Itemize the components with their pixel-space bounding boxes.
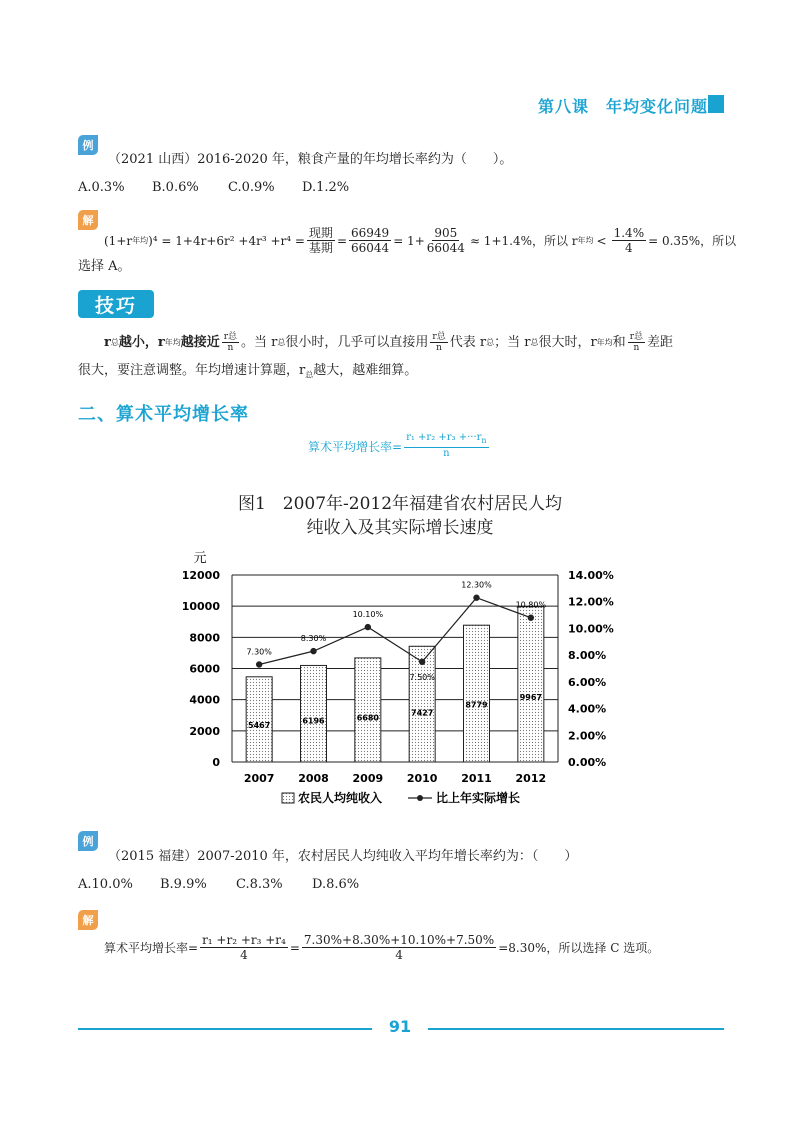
growth-value-label: 10.80% bbox=[515, 600, 547, 610]
x-tick-label: 2008 bbox=[298, 772, 329, 785]
bar bbox=[301, 665, 327, 762]
arithmetic-mean-formula bbox=[308, 432, 491, 460]
subscript: 总 bbox=[277, 337, 286, 347]
solution-formula bbox=[104, 933, 659, 962]
chart-title-line2: 纯收入及其实际增长速度 bbox=[306, 518, 494, 538]
growth-line bbox=[259, 598, 531, 665]
fraction-diff bbox=[427, 226, 465, 255]
frac-den: 4 bbox=[395, 948, 403, 962]
y2-tick-label: 4.00% bbox=[568, 702, 607, 716]
frac-den: 4 bbox=[625, 241, 633, 255]
option-a: A.0.3% bbox=[78, 180, 125, 195]
bar bbox=[355, 658, 381, 762]
option-b: B.9.9% bbox=[160, 877, 207, 892]
bar-value-label: 6196 bbox=[302, 716, 325, 726]
tips-badge: 技巧 bbox=[78, 290, 154, 318]
tip-text: r bbox=[104, 334, 111, 350]
frac-num: r₁ +r₂ +r₃ +r₄ bbox=[202, 933, 286, 947]
section-heading: 二、算术平均增长率 bbox=[78, 404, 249, 425]
frac-den: n bbox=[227, 343, 234, 353]
bar-value-label: 8779 bbox=[465, 700, 488, 710]
income-growth-chart bbox=[0, 540, 800, 820]
option-d: D.1.2% bbox=[302, 180, 350, 195]
bar-value-label: 7427 bbox=[411, 708, 434, 718]
y-tick-label: 2000 bbox=[189, 724, 220, 738]
tips-paragraph-line2 bbox=[78, 362, 417, 385]
bar-value-label: 6680 bbox=[356, 713, 379, 723]
solution-tag: 解 bbox=[78, 210, 98, 230]
y2-tick-label: 12.00% bbox=[568, 595, 614, 609]
bar bbox=[464, 625, 490, 762]
fraction-symbolic bbox=[200, 933, 288, 962]
subscript: 年均 bbox=[164, 337, 181, 347]
frac-num: 66949 bbox=[351, 226, 390, 240]
tip-text: 代表 r bbox=[449, 334, 487, 350]
subscript: 年均 bbox=[596, 337, 613, 347]
tip-text: 很大，要注意调整。年均增速计算题，r bbox=[78, 363, 306, 378]
tip-fraction bbox=[222, 332, 239, 353]
fraction-rate bbox=[612, 226, 647, 255]
tip-fraction bbox=[430, 332, 447, 353]
fraction-numeric bbox=[302, 933, 496, 962]
page-number: 91 bbox=[388, 1017, 412, 1036]
y-tick-label: 10000 bbox=[181, 600, 220, 614]
frac-den: 66044 bbox=[351, 241, 390, 255]
equals: = bbox=[336, 233, 347, 248]
option-c: C.0.9% bbox=[228, 180, 275, 195]
y-axis-unit: 元 bbox=[193, 551, 207, 566]
formula-fraction bbox=[404, 432, 489, 460]
conclusion-text: =8.30%，所以选择 C 选项。 bbox=[498, 940, 660, 955]
solution-tag: 解 bbox=[78, 910, 98, 930]
chapter-marker bbox=[708, 95, 724, 113]
growth-point bbox=[419, 659, 425, 665]
footer-rule-left bbox=[78, 1028, 372, 1030]
equals: = bbox=[289, 940, 300, 955]
tip-fraction bbox=[628, 332, 645, 353]
growth-value-label: 7.30% bbox=[246, 647, 272, 657]
growth-point bbox=[310, 648, 316, 654]
equals-one-plus: = 1+ bbox=[393, 233, 425, 248]
formula-label: 算术平均增长率= bbox=[104, 940, 199, 955]
subscript: 年均 bbox=[577, 235, 594, 245]
option-a: A.10.0% bbox=[78, 877, 133, 892]
tip-text: 越接近 bbox=[180, 334, 220, 350]
approx-text: ≈ 1+1.4%，所以 r bbox=[469, 233, 578, 248]
x-tick-label: 2007 bbox=[243, 772, 275, 785]
tip-text: 越大，越难细算。 bbox=[313, 363, 418, 378]
option-b: B.0.6% bbox=[152, 180, 199, 195]
y-tick-label: 4000 bbox=[189, 693, 220, 707]
frac-den: n bbox=[633, 343, 640, 353]
legend-bar-label: 农民人均纯收入 bbox=[298, 791, 383, 805]
tip-text: 很大时，r bbox=[538, 334, 597, 350]
frac-num: r总 bbox=[432, 332, 446, 342]
tip-text: 差距 bbox=[647, 334, 674, 350]
frac-num: 1.4% bbox=[613, 226, 645, 240]
y-tick-label: 0 bbox=[212, 756, 220, 769]
fraction-current-base bbox=[307, 226, 335, 255]
example-tag: 例 bbox=[78, 135, 98, 155]
solution-formula bbox=[104, 226, 736, 255]
frac-num-text: r₁ +r₂ +r₃ +···r bbox=[406, 432, 482, 443]
growth-value-label: 12.30% bbox=[461, 580, 492, 590]
option-d: D.8.6% bbox=[312, 877, 360, 892]
tip-text: 。当 r bbox=[241, 334, 278, 350]
y2-tick-label: 10.00% bbox=[568, 622, 614, 636]
y2-tick-label: 14.00% bbox=[568, 569, 614, 582]
y2-tick-label: 8.00% bbox=[568, 649, 607, 663]
bar bbox=[246, 677, 272, 762]
growth-point bbox=[365, 624, 371, 630]
example-tag: 例 bbox=[78, 831, 98, 851]
y2-tick-label: 2.00% bbox=[568, 729, 607, 743]
tips-paragraph-line1 bbox=[104, 332, 673, 353]
growth-point bbox=[528, 615, 534, 621]
x-tick-label: 2011 bbox=[461, 772, 492, 785]
tip-text: 越小，r bbox=[118, 334, 165, 350]
legend-bar-swatch bbox=[282, 793, 294, 803]
frac-num: r总 bbox=[223, 332, 238, 342]
tip-text: 很小时，几乎可以直接用 bbox=[285, 334, 429, 350]
legend-line-label: 比上年实际增长 bbox=[436, 791, 521, 805]
y-tick-label: 6000 bbox=[189, 662, 220, 676]
subscript: 总 bbox=[486, 337, 495, 347]
frac-num bbox=[404, 432, 489, 448]
formula-lhs: (1+r bbox=[104, 233, 133, 248]
growth-value-label: 7.50% bbox=[409, 672, 435, 682]
example-question: （2021 山西）2016-2020 年，粮食产量的年均增长率约为（ ）。 bbox=[108, 152, 513, 167]
chapter-title: 第八课 年均变化问题 bbox=[537, 97, 708, 116]
frac-den: 66044 bbox=[426, 241, 465, 255]
frac-num: r总 bbox=[629, 332, 643, 342]
bar-value-label: 9967 bbox=[519, 692, 542, 702]
frac-num: 7.30%+8.30%+10.10%+7.50% bbox=[303, 933, 495, 947]
frac-den: 基期 bbox=[308, 241, 333, 255]
subscript: 总 bbox=[305, 370, 314, 380]
frac-num: 现期 bbox=[308, 226, 333, 240]
y2-tick-label: 0.00% bbox=[568, 756, 607, 769]
chart-title-line1: 图1 2007年-2012年福建省农村居民人均 bbox=[237, 494, 563, 514]
frac-den: n bbox=[443, 448, 450, 459]
bar-value-label: 5467 bbox=[248, 720, 271, 730]
frac-num: 905 bbox=[434, 226, 458, 240]
conclusion-text: = 0.35%，所以 bbox=[648, 233, 737, 248]
subscript: 总 bbox=[110, 337, 119, 347]
y-tick-label: 12000 bbox=[181, 569, 220, 582]
growth-point bbox=[256, 661, 262, 667]
subscript: n bbox=[481, 436, 487, 445]
y-tick-label: 8000 bbox=[189, 631, 220, 645]
growth-point bbox=[473, 595, 479, 601]
growth-value-label: 10.10% bbox=[352, 610, 384, 620]
x-tick-label: 2009 bbox=[352, 772, 384, 785]
bar bbox=[518, 607, 544, 762]
less-than: < bbox=[596, 233, 607, 248]
legend-line-marker bbox=[417, 795, 423, 801]
x-tick-label: 2010 bbox=[406, 772, 438, 785]
fraction-values bbox=[349, 226, 391, 255]
example-question: （2015 福建）2007-2010 年，农村居民人均纯收入平均年增长率约为：（ ） bbox=[108, 849, 578, 864]
y2-tick-label: 6.00% bbox=[568, 675, 607, 689]
frac-den: 4 bbox=[240, 948, 248, 962]
growth-value-label: 8.30% bbox=[300, 634, 327, 644]
formula-expansion: )⁴ = 1+4r+6r² +4r³ +r⁴ = bbox=[148, 233, 305, 248]
footer-rule-right bbox=[428, 1028, 724, 1030]
solution-answer: 选择 A。 bbox=[78, 259, 131, 274]
subscript: 总 bbox=[530, 337, 539, 347]
subscript: 年均 bbox=[132, 235, 149, 245]
formula-label: 算术平均增长率= bbox=[308, 439, 403, 454]
tip-text: ；当 r bbox=[494, 334, 531, 350]
frac-den: n bbox=[436, 343, 442, 353]
x-tick-label: 2012 bbox=[515, 772, 547, 785]
tip-text: 和 bbox=[612, 334, 626, 350]
option-c: C.8.3% bbox=[236, 877, 283, 892]
